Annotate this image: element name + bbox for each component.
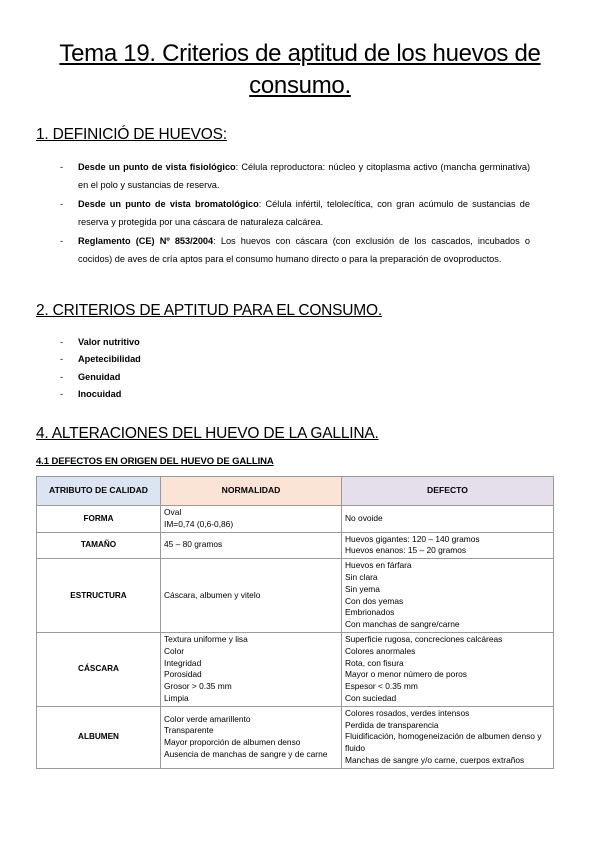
table-row xyxy=(37,559,554,633)
criterion: Valor nutritivo xyxy=(78,337,140,347)
list-item xyxy=(60,159,530,194)
cell-normalidad xyxy=(161,632,342,706)
cell-attribute: ALBUMEN xyxy=(37,706,161,768)
header-attribute: ATRIBUTO DE CALIDAD xyxy=(37,477,161,506)
list-item xyxy=(60,351,530,368)
cell-line: Grosor > 0.35 mm xyxy=(164,681,232,692)
cell-line: Integridad xyxy=(164,657,202,668)
table-row xyxy=(37,532,554,559)
criterion: Genuidad xyxy=(78,371,121,382)
cell-normalidad xyxy=(161,532,342,559)
list-item xyxy=(60,386,530,403)
table-header-row xyxy=(37,477,554,506)
cell-line: Con dos yemas xyxy=(345,595,404,606)
cell-line: Con manchas de sangre/carne xyxy=(345,619,460,630)
cell-line: Fluidificación, homogeneización de albumen denso y fluido xyxy=(345,731,542,754)
cell-line: Colores rosados, verdes intensos xyxy=(345,707,470,718)
cell-attribute: ESTRUCTURA xyxy=(37,559,161,633)
cell-line: Rota, con fisura xyxy=(345,657,404,668)
cell-line: Perdida de transparencia xyxy=(345,719,439,730)
section1-heading: 1. DEFINICIÓ DE HUEVOS: xyxy=(36,126,227,143)
cell-normalidad xyxy=(161,706,342,768)
table-body xyxy=(37,506,554,769)
cell-defecto xyxy=(342,706,554,768)
cell-line: Con suciedad xyxy=(345,692,397,703)
list-item xyxy=(60,233,530,268)
header-normalidad: NORMALIDAD xyxy=(161,477,342,506)
cell-normalidad xyxy=(161,559,342,633)
item-text: : Célula reproductora: núcleo y citoplasma activo (mancha germinativa) en el polo y sustancias de reserva. xyxy=(78,162,531,190)
item-text: : Los huevos con cáscara (con exclusión de los cascados, incubados o cocidos) de aves de cría aptos para el consumo humano directo o para la preparación de ovoproductos. xyxy=(78,236,530,264)
cell-line: Mayor o menor número de poros xyxy=(345,669,467,680)
criterion: Apetecibilidad xyxy=(78,354,141,365)
cell-line: Manchas de sangre y/o carne, cuerpos extraños xyxy=(345,754,525,765)
cell-line: Transparente xyxy=(164,725,214,736)
cell-defecto xyxy=(342,506,554,533)
criteria-list xyxy=(60,334,530,403)
cell-line: Huevos en fárfara xyxy=(345,560,412,571)
header-defecto: DEFECTO xyxy=(342,477,554,506)
cell-line: Colores anormales xyxy=(345,645,416,656)
cell-attribute: CÁSCARA xyxy=(37,632,161,706)
cell-attribute: FORMA xyxy=(37,506,161,533)
cell-line: Color verde amarillento xyxy=(164,713,251,724)
cell-line: Espesor < 0.35 mm xyxy=(345,681,418,692)
cell-line: Huevos enanos: 15 – 20 gramos xyxy=(345,545,467,556)
item-text: : Célula infértil, telolecítica, con gran acúmulo de sustancias de reserva y protegida por una cáscara de naturaleza calcárea. xyxy=(78,199,530,227)
list-item xyxy=(60,334,530,351)
cell-line: Sin clara xyxy=(345,571,378,582)
cell-line: Sin yema xyxy=(345,583,380,594)
cell-line: Limpia xyxy=(164,692,189,703)
cell-defecto xyxy=(342,632,554,706)
cell-line: 45 – 80 gramos xyxy=(164,539,223,550)
cell-line: Superficie rugosa, concreciones calcáreas xyxy=(345,633,503,644)
section2-heading: 2. CRITERIOS DE APTITUD PARA EL CONSUMO. xyxy=(36,302,382,319)
item-label: Desde un punto de vista fisiológico xyxy=(78,162,236,172)
table-row xyxy=(37,632,554,706)
cell-line: Color xyxy=(164,645,185,656)
definition-list xyxy=(60,159,530,270)
criterion: Inocuidad xyxy=(78,388,122,399)
cell-line: Huevos gigantes: 120 – 140 gramos xyxy=(345,533,480,544)
cell-attribute: TAMAÑO xyxy=(37,532,161,559)
table-row xyxy=(37,506,554,533)
section4-subheading: 4.1 DEFECTOS EN ORIGEN DEL HUEVO DE GALLINA xyxy=(36,456,274,467)
cell-line: Cáscara, albumen y vitelo xyxy=(164,589,261,600)
list-item xyxy=(60,196,530,231)
item-label: Reglamento (CE) Nº 853/2004 xyxy=(78,236,214,246)
cell-line: Ausencia de manchas de sangre y de carne xyxy=(164,749,328,760)
cell-line: Mayor proporción de albumen denso xyxy=(164,737,301,748)
cell-normalidad xyxy=(161,506,342,533)
cell-defecto xyxy=(342,559,554,633)
defects-table xyxy=(36,476,554,769)
item-label: Desde un punto de vista bromatológico xyxy=(78,199,259,209)
cell-line: Porosidad xyxy=(164,669,202,680)
cell-defecto xyxy=(342,532,554,559)
section4-heading: 4. ALTERACIONES DEL HUEVO DE LA GALLINA. xyxy=(36,425,379,442)
cell-line: IM=0,74 (0,6-0,86) xyxy=(164,518,234,529)
page-title: Tema 19. Criterios de aptitud de los huevos de consumo. xyxy=(59,40,541,99)
cell-line: Embrionados xyxy=(345,607,395,618)
cell-line: No ovoide xyxy=(345,512,383,523)
cell-line: Oval xyxy=(164,507,182,517)
list-item xyxy=(60,369,530,386)
cell-line: Textura uniforme y lisa xyxy=(164,633,248,644)
table-row xyxy=(37,706,554,768)
